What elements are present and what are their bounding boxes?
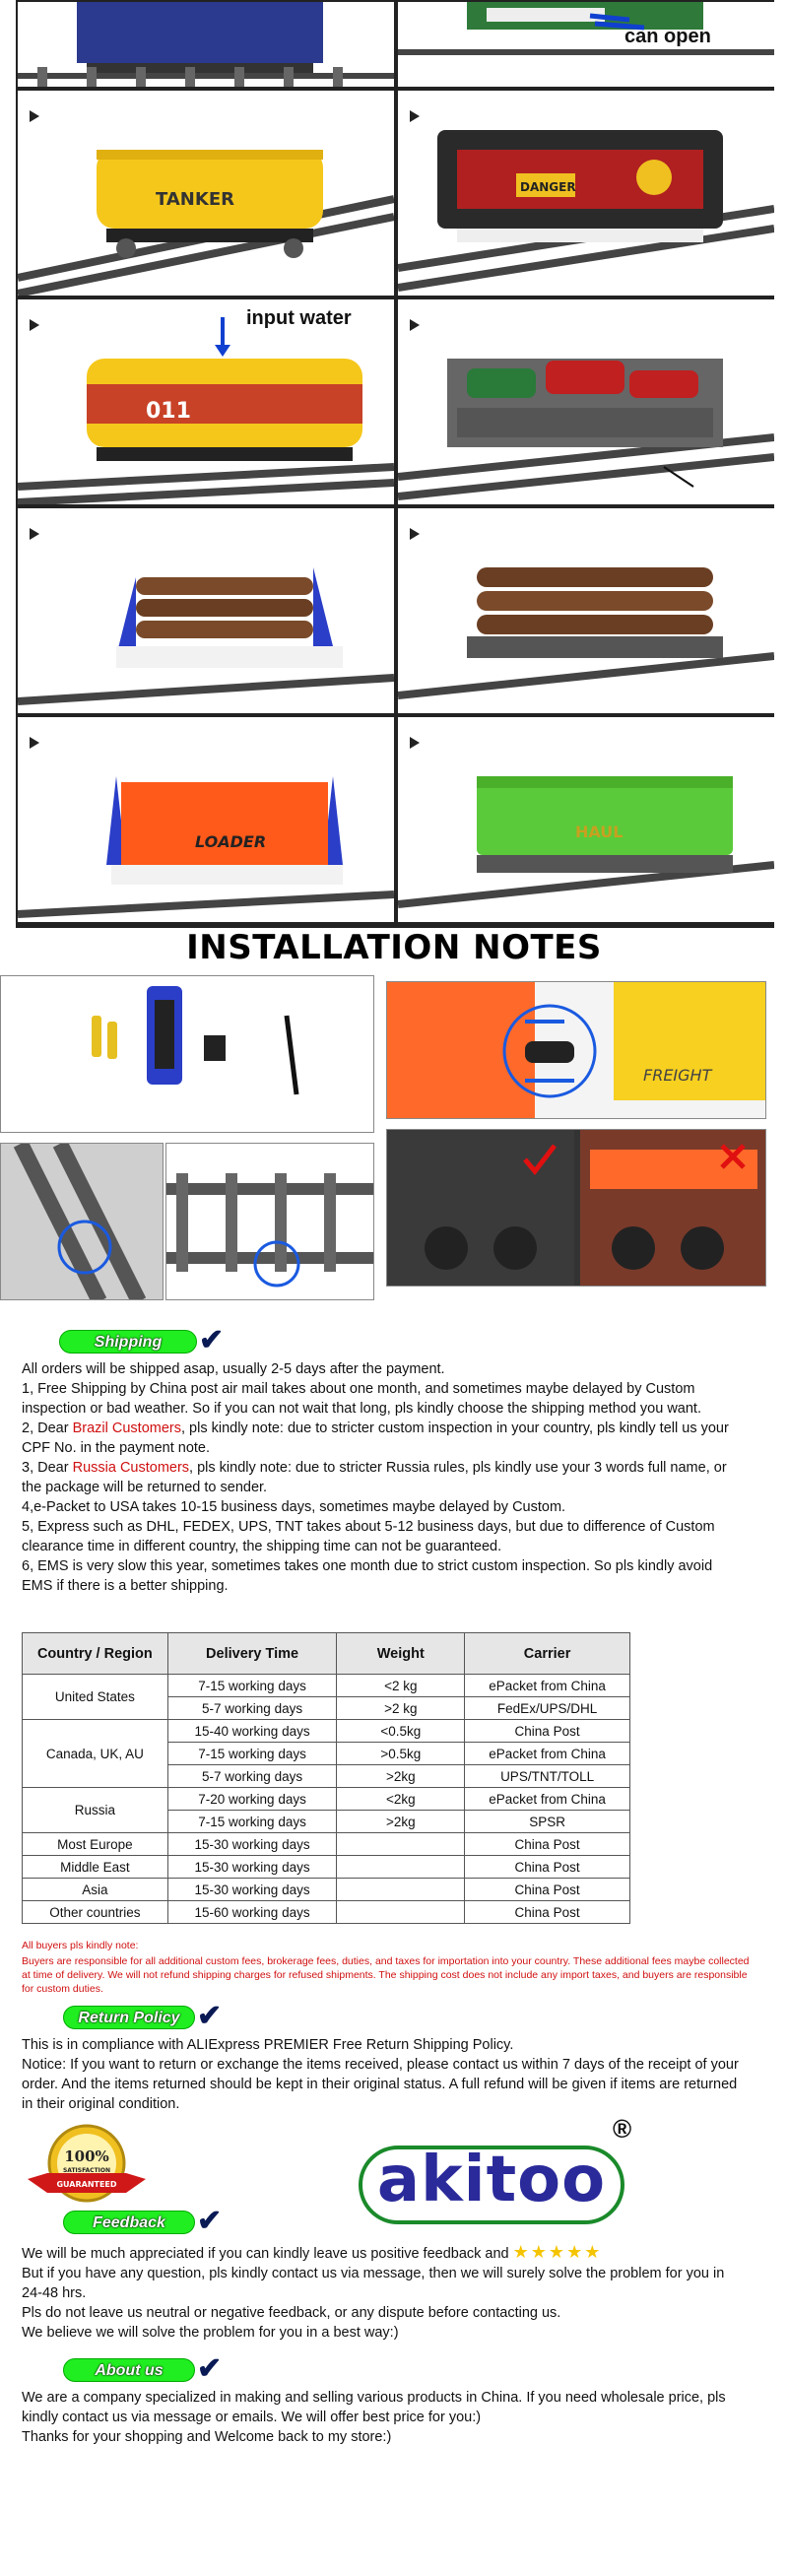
table-row	[23, 1879, 630, 1901]
satisfaction-seal	[28, 2120, 146, 2214]
table-cell	[337, 1879, 465, 1901]
table-cell: 7-15 working days	[167, 1675, 337, 1697]
table-cell: SPSR	[465, 1811, 630, 1833]
table-cell	[337, 1856, 465, 1879]
photo-battery-install	[0, 975, 374, 1133]
table-cell: UPS/TNT/TOLL	[465, 1765, 630, 1788]
star-rating-icon: ★★★★★	[512, 2242, 603, 2262]
table-row	[23, 1901, 630, 1924]
table-cell	[337, 1833, 465, 1856]
shipping-table	[22, 1632, 630, 1924]
table-cell: 15-40 working days	[167, 1720, 337, 1743]
about-us-text	[22, 2388, 741, 2447]
log-car-blue-illustration	[18, 508, 394, 713]
table-cell: 15-60 working days	[167, 1901, 337, 1924]
table-cell-region: Russia	[23, 1788, 168, 1833]
photo-loader-car	[18, 717, 394, 922]
table-cell: 5-7 working days	[167, 1765, 337, 1788]
tank-number-label: 011	[146, 399, 191, 424]
shipping-brazil-line: 2, Dear Brazil Customers, pls kindly note: due to stricter custom inspection in your country, pls kindly tell us your CPF No. in the payment note.	[22, 1420, 729, 1456]
table-cell: >2kg	[337, 1765, 465, 1788]
table-cell	[337, 1901, 465, 1924]
return-policy-badge: Return Policy	[63, 2006, 195, 2029]
caption-can-open: can open	[624, 26, 711, 47]
photo-locomotive-partial	[18, 2, 394, 87]
about-us-line: We are a company specialized in making and selling various products in China. If you need wholesale price, pls kindly contact us via message or emails. We will offer best price for you:)	[22, 2390, 726, 2425]
feedback-line: We will be much appreciated if you can kindly leave us positive feedback and ★★★★★	[22, 2242, 603, 2262]
haul-label: HAUL	[575, 823, 624, 841]
table-cell-region: Canada, UK, AU	[23, 1720, 168, 1788]
table-header: Weight	[337, 1633, 465, 1675]
table-header: Carrier	[465, 1633, 630, 1675]
table-cell-region: Asia	[23, 1879, 168, 1901]
check-icon: ✔	[197, 2205, 223, 2237]
water-tank-car-illustration	[18, 299, 394, 504]
table-cell: >2kg	[337, 1811, 465, 1833]
shipping-text	[22, 1359, 741, 1596]
table-cell: >2 kg	[337, 1697, 465, 1720]
feedback-line: Pls do not leave us neutral or negative feedback, or any dispute before contacting us.	[22, 2305, 561, 2321]
seal-bottom-text: GUARANTEED	[56, 2180, 117, 2189]
photo-wheel-check	[386, 1129, 766, 1287]
table-cell: 15-30 working days	[167, 1833, 337, 1856]
table-cell-region: Most Europe	[23, 1833, 168, 1856]
table-row	[23, 1833, 630, 1856]
table-cell: 7-20 working days	[167, 1788, 337, 1811]
photo-car-carrier	[398, 299, 774, 504]
photo-haul-car	[398, 717, 774, 922]
feedback-line: But if you have any question, pls kindly contact us via message, then we will surely solve the problem for you in 24-48 hrs.	[22, 2266, 725, 2301]
table-cell: 5-7 working days	[167, 1697, 337, 1720]
photo-coupling-detail	[386, 981, 766, 1119]
table-cell: China Post	[465, 1720, 630, 1743]
return-policy-line: This is in compliance with ALIExpress PREMIER Free Return Shipping Policy.	[22, 2037, 514, 2053]
check-icon: ✔	[197, 2352, 223, 2385]
locomotive-illustration	[18, 2, 394, 87]
table-cell: FedEx/UPS/DHL	[465, 1697, 630, 1720]
danger-boxcar-illustration	[398, 91, 774, 296]
photo-track-join-hand	[0, 1143, 164, 1300]
photo-tanker-car	[18, 91, 394, 296]
boxcar-illustration	[398, 2, 774, 87]
table-cell: ePacket from China	[465, 1743, 630, 1765]
tanker-label: TANKER	[156, 189, 234, 210]
table-body	[23, 1675, 630, 1924]
shipping-russia-line: 3, Dear Russia Customers, pls kindly note: due to stricter Russia rules, pls kindly use your 3 words full name, or the package will be returned to sender.	[22, 1460, 727, 1495]
shipping-line: 5, Express such as DHL, FEDEX, UPS, TNT takes about 5-12 business days, but due to difference of Custom clearance time in different country, the shipping time can not be guaranteed.	[22, 1519, 715, 1554]
check-icon: ✔	[199, 1324, 225, 1356]
table-cell: <2 kg	[337, 1675, 465, 1697]
photo-boxcar-partial	[398, 2, 774, 87]
table-cell-region: Middle East	[23, 1856, 168, 1879]
table-row	[23, 1856, 630, 1879]
table-cell: ePacket from China	[465, 1788, 630, 1811]
table-cell: 15-30 working days	[167, 1856, 337, 1879]
table-header: Delivery Time	[167, 1633, 337, 1675]
table-cell: 15-30 working days	[167, 1879, 337, 1901]
seal-top-text: SATISFACTION	[62, 2167, 111, 2174]
table-row	[23, 1720, 630, 1743]
shipping-line: All orders will be shipped asap, usually 2-5 days after the payment.	[22, 1361, 445, 1377]
photo-danger-boxcar	[398, 91, 774, 296]
log-car-gray-illustration	[398, 508, 774, 713]
track-join-hand-illustration	[1, 1144, 164, 1300]
table-cell: China Post	[465, 1856, 630, 1879]
brand-logo: akitoo	[376, 2144, 607, 2216]
table-cell: ePacket from China	[465, 1675, 630, 1697]
track-join-illustration	[166, 1144, 374, 1300]
seal-badge-icon	[28, 2120, 146, 2214]
loader-label: LOADER	[195, 832, 267, 851]
shipping-line: 6, EMS is very slow this year, sometimes takes one month due to strict custom inspection. So pls kindly avoid EMS if there is a better shipping.	[22, 1558, 713, 1594]
wheel-check-illustration	[387, 1130, 766, 1287]
photo-water-tank-car	[18, 299, 394, 504]
table-cell: <0.5kg	[337, 1720, 465, 1743]
haul-car-illustration	[398, 717, 774, 922]
table-row	[23, 1788, 630, 1811]
table-header-row	[23, 1633, 630, 1675]
table-cell: China Post	[465, 1833, 630, 1856]
shipping-line: 4,e-Packet to USA takes 10-15 business days, sometimes maybe delayed by Custom.	[22, 1499, 566, 1515]
all-buyers-note: All buyers pls kindly note:	[22, 1940, 139, 1951]
photo-log-car-blue	[18, 508, 394, 713]
feedback-line: We believe we will solve the problem for you in a best way:)	[22, 2325, 399, 2341]
car-carrier-illustration	[398, 299, 774, 504]
shipping-badge: Shipping	[59, 1330, 197, 1354]
loader-car-illustration	[18, 717, 394, 922]
table-cell: China Post	[465, 1879, 630, 1901]
customs-disclaimer: Buyers are responsible for all additional custom fees, brokerage fees, duties, and taxes for importation into your country. These additional fees maybe collected at time of delivery. We will not refund shipping charges for refused shipments. The shipping cost does not include any import taxes, and buyers are responsible for custom duties.	[22, 1955, 750, 1995]
installation-notes-title: INSTALLATION NOTES	[186, 928, 602, 967]
seal-percent: 100%	[64, 2147, 109, 2165]
about-us-badge: About us	[63, 2358, 195, 2382]
table-cell: China Post	[465, 1901, 630, 1924]
table-cell: 7-15 working days	[167, 1811, 337, 1833]
return-policy-notice: Notice: If you want to return or exchange the items received, please contact us within 7 days of the receipt of your order. And the items returned should be kept in their original status. A full refund will be given if items are returned in their original condition.	[22, 2057, 739, 2112]
table-cell-region: United States	[23, 1675, 168, 1720]
table-cell: <2kg	[337, 1788, 465, 1811]
photo-log-car-gray	[398, 508, 774, 713]
freight-label: FREIGHT	[643, 1066, 712, 1085]
feedback-text	[22, 2242, 741, 2343]
return-policy-text	[22, 2035, 741, 2114]
feedback-badge: Feedback	[63, 2211, 195, 2234]
photo-track-join	[165, 1143, 374, 1300]
table-cell-region: Other countries	[23, 1901, 168, 1924]
battery-install-illustration	[1, 976, 374, 1133]
registered-mark: ®	[613, 2114, 632, 2144]
coupling-detail-illustration	[387, 982, 766, 1119]
about-us-line: Thanks for your shopping and Welcome back to my store:)	[22, 2429, 392, 2445]
table-cell: >0.5kg	[337, 1743, 465, 1765]
shipping-line: 1, Free Shipping by China post air mail takes about one month, and sometimes maybe delayed by Custom inspection or bad weather. So if you can not wait that long, pls kindly choose the shipping method you want.	[22, 1381, 701, 1417]
danger-label: DANGER	[520, 180, 576, 194]
check-icon: ✔	[197, 2000, 223, 2032]
product-photo-grid	[16, 0, 774, 928]
table-header: Country / Region	[23, 1633, 168, 1675]
table-row	[23, 1675, 630, 1697]
table-cell: 7-15 working days	[167, 1743, 337, 1765]
tanker-car-illustration	[18, 91, 394, 296]
caption-input-water: input water	[246, 307, 352, 329]
